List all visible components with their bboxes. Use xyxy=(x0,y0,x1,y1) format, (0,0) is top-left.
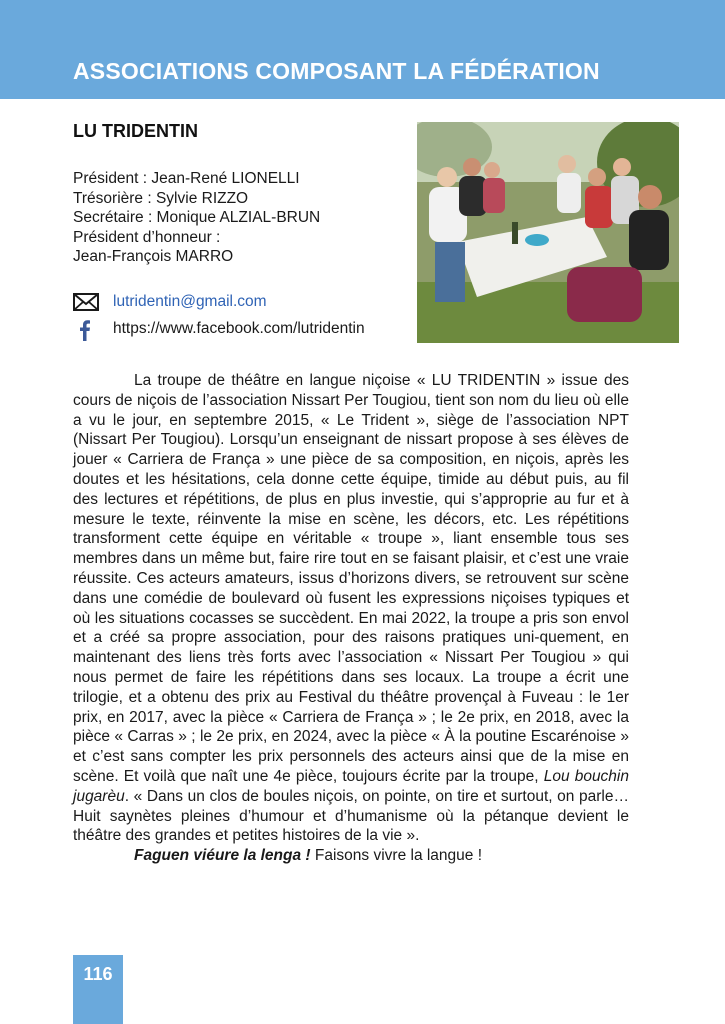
officer-honorary-name: Jean-François MARRO xyxy=(73,248,234,266)
play-title: Lou bouchin jugarèu xyxy=(73,767,629,805)
facebook-row xyxy=(73,318,413,340)
association-name: LU TRIDENTIN xyxy=(73,121,198,141)
troupe-photo xyxy=(417,122,679,343)
paragraph-part1: La troupe de théâtre en langue niçoise « LU TRIDENTIN » issue des cours de niçois de l’association Nissart Per Tougiou, tient son nom du lieu où elle a vu le jour, en septembre 2015, « Le Trident », siège de l’association NPT (Nissart Per Tougiou). Lorsqu’un enseignant de nissart propose à ses élèves de jouer « Carriera de França » une pièce de sa composition, en niçois, après les doutes et les hésitations, cela donne cette équipe, timide au début puis, au fil des lectures et répétitions, de plus en plus investie, qui s’approprie au fur et à mesure le texte, réinvente la mise en scène, les décors, etc. Les répétitions transforment cette équipe en véritable « troupe », liant ensemble tous ses membres dans un même but, faire rire tout en se faisant plaisir, et c’est une vraie réussite. Ces acteurs amateurs, issus d’horizons divers, se retrouvent sur scène dans une comédie de boulevard où fusent les expressions niçoises typiques et où les situations cocasses se succèdent. En mai 2022, la troupe a pris son envol et a créé sa propre association, pour des raisons pratiques uni-quement, en maintenant des liens très forts avec l’association « Nissart Per Tougiou » qui nous permet de faire les répétitions dans ses locaux. La troupe a écrit une trilogie, et a obtenu des prix au Festival du théâtre provençal à Fuveau : le 1er prix, en 2017, avec la pièce « Carriera de França » ; le 2e prix, en 2018, avec la pièce « Carras » ; le 2e prix, en 2024, avec la pièce « À la poutine Escarénoise » et c’est sans compter les prix personnels des acteurs ainsi que de la mise en scène. Et voilà que naît une 4e pièce, toujours écrite par la troupe, xyxy=(73,372,629,785)
paragraph-part2: . « Dans un clos de boules niçois, on pointe, on tire et surtout, on parle… Huit saynètes pleines d’humour et d’humanisme où la pétanque devient le théâtre des grandes et petites histoires de la vie ». xyxy=(73,787,629,845)
main-paragraph xyxy=(73,371,629,846)
officer-secretary: Secrétaire : Monique ALZIAL-BRUN xyxy=(73,209,321,227)
header-band xyxy=(0,0,725,99)
facebook-link[interactable]: https://www.facebook.com/lutridentin xyxy=(113,320,365,337)
closing-nicois: Faguen viéure la lenga ! xyxy=(134,847,311,865)
envelope-icon xyxy=(73,292,99,312)
section-title: ASSOCIATIONS COMPOSANT LA FÉDÉRATION xyxy=(73,58,600,84)
article-body xyxy=(73,371,629,866)
email-row xyxy=(73,291,413,313)
page-number: 116 xyxy=(73,955,123,1024)
officer-honorary-label: Président d’honneur : xyxy=(73,228,221,246)
email-link[interactable]: lutridentin@gmail.com xyxy=(113,293,267,310)
officer-president: Président : Jean-René LIONELLI xyxy=(73,170,300,187)
closing-french: Faisons vivre la langue ! xyxy=(310,847,483,865)
facebook-icon xyxy=(73,319,99,339)
officer-treasurer: Trésorière : Sylvie RIZZO xyxy=(73,189,249,207)
closing-line xyxy=(73,846,629,866)
officers-list xyxy=(73,169,393,267)
